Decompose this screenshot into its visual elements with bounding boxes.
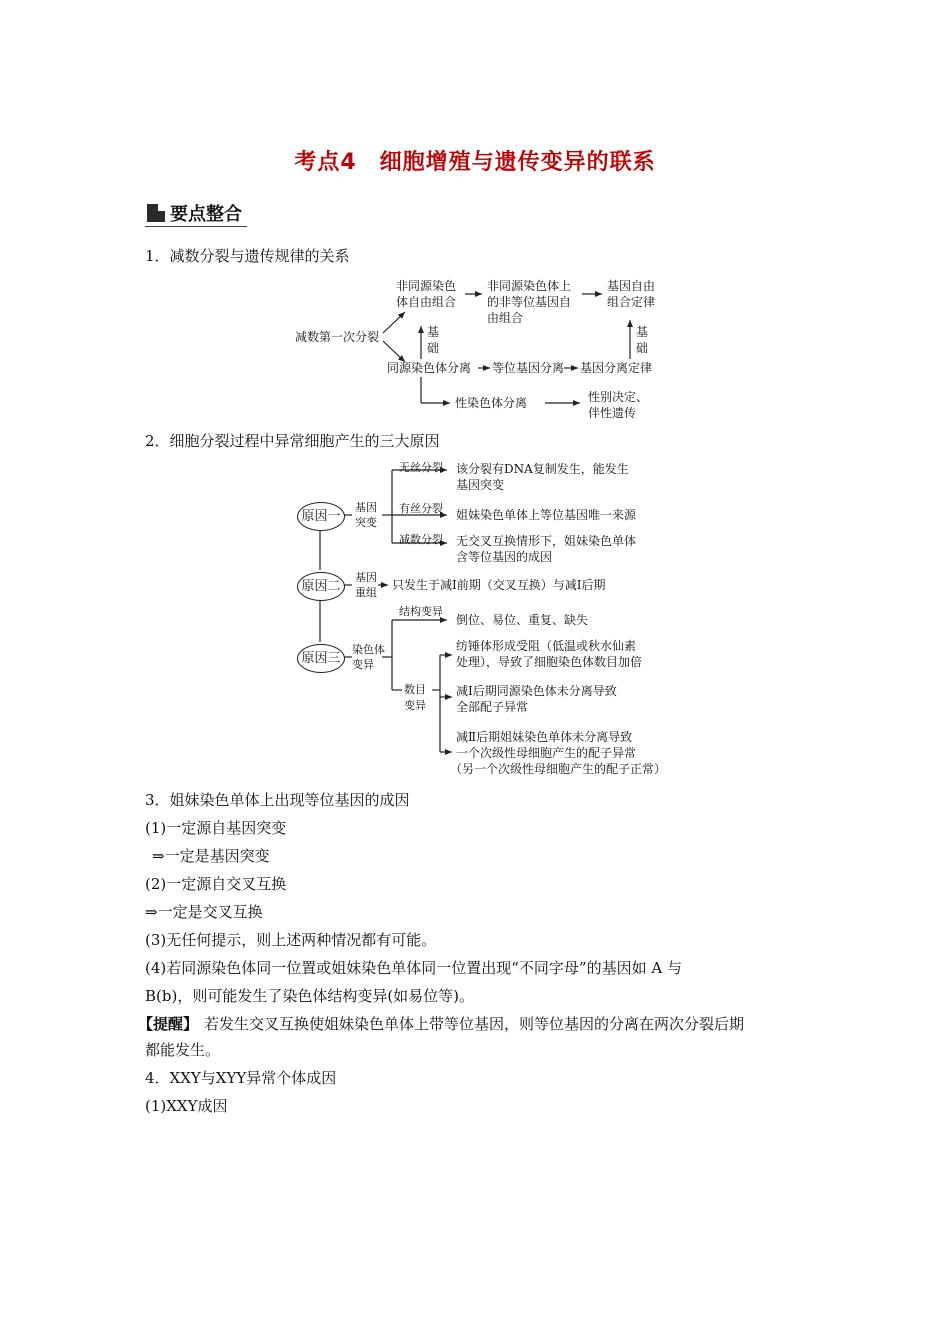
cause-three-circle: 原因三	[297, 644, 345, 673]
c1-branch1-label: 无丝分裂	[399, 461, 443, 474]
diagram1-row2-node2: 等位基因分离	[492, 361, 565, 375]
c3-label-2: 变异	[352, 658, 374, 671]
item3-line-7: B(b)，则可能发生了染色体结构变异(如易位等)。	[145, 987, 475, 1005]
c3-sub2-text-2: 全部配子异常	[456, 700, 529, 714]
diagram1-basis-left-1: 基	[427, 325, 440, 339]
diagram1-node-n2-line3: 由组合	[487, 311, 524, 325]
c2-text: 只发生于减Ⅰ前期（交叉互换）与减Ⅰ后期	[392, 578, 606, 592]
c3-branch1-label: 结构变异	[399, 605, 443, 618]
diagram1-basis-right-2: 础	[636, 341, 649, 355]
diagram1-node-n2-line1: 非同源染色体上	[487, 279, 572, 293]
diagram1-node-n3-line2: 组合定律	[607, 295, 656, 309]
diagram1-row3-node2-line2: 伴性遗传	[588, 406, 637, 420]
diagram1-node-n1-line1: 非同源染色	[396, 279, 457, 293]
c3-sub3-text-3: （另一个次级性母细胞产生的配子正常）	[450, 762, 667, 776]
diagram1-node-n3-line1: 基因自由	[607, 279, 656, 293]
c1-branch1-text-1: 该分裂有DNA复制发生，能发生	[456, 462, 629, 476]
item2-heading: 2．细胞分裂过程中异常细胞产生的三大原因	[145, 432, 440, 450]
c1-branch2-text: 姐妹染色单体上等位基因唯一来源	[456, 508, 637, 522]
diagram1-row3-node1: 性染色体分离	[455, 396, 528, 410]
c3-sub1-text-2: 处理），导致了细胞染色体数目加倍	[456, 655, 643, 669]
diagram1-root: 减数第一次分裂	[295, 330, 380, 344]
tip-text-cont: 都能发生。	[145, 1041, 221, 1059]
c3-sub1-text-1: 纺锤体形成受阻（低温或秋水仙素	[456, 639, 637, 653]
item3-line-3: (2)一定源自交叉互换	[145, 875, 287, 893]
c1-branch2-label: 有丝分裂	[399, 502, 443, 515]
c1-label-1: 基因	[355, 501, 377, 514]
c3-label-1: 染色体	[352, 643, 385, 656]
c3-sub2-text-1: 减Ⅰ后期同源染色体未分离导致	[456, 684, 617, 698]
c1-label-2: 突变	[355, 516, 377, 529]
diagram1-basis-left-2: 础	[427, 341, 440, 355]
item4-sub1: (1)XXY成因	[145, 1097, 228, 1115]
c1-branch3-text-2: 含等位基因的成因	[456, 550, 553, 564]
cause-two-circle: 原因二	[297, 572, 345, 601]
c1-branch1-text-2: 基因突变	[456, 478, 505, 492]
section-title: 要点整合	[170, 204, 242, 225]
tip-text: 若发生交叉互换使姐妹染色单体上带等位基因，则等位基因的分离在两次分裂后期	[204, 1015, 745, 1033]
c3-branch2-label-1: 数目	[404, 683, 426, 696]
diagram1-row3-node2-line1: 性别决定、	[588, 390, 649, 404]
diagram1-row2-node3: 基因分离定律	[580, 361, 653, 375]
cause-one-circle: 原因一	[297, 502, 345, 531]
c1-branch3-text-1: 无交叉互换情形下，姐妹染色单体	[456, 534, 637, 548]
item3-line-6: (4)若同源染色体同一位置或姐妹染色单体同一位置出现“不同字母”的基因如 A 与	[145, 959, 682, 977]
item3-line-1: (1)一定源自基因突变	[145, 819, 287, 837]
diagram1-node-n2-line2: 的非等位基因自	[487, 295, 572, 309]
item3-line-4: ⇒一定是交叉互换	[145, 903, 263, 921]
c3-sub3-text-2: 一个次级性母细胞产生的配子异常	[456, 746, 637, 760]
c1-branch3-label: 减数分裂	[399, 533, 443, 546]
tip-label: 【提醒】	[138, 1015, 199, 1033]
item3-line-2: ⇒一定是基因突变	[152, 847, 270, 865]
diagram1-node-n1-line2: 体自由组合	[396, 295, 457, 309]
item4-heading: 4．XXY与XYY异常个体成因	[145, 1069, 337, 1087]
c3-branch2-label-2: 变异	[404, 699, 426, 712]
c2-label-2: 重组	[355, 586, 377, 599]
diagram1-basis-right-1: 基	[636, 325, 649, 339]
item3-line-5: (3)无任何提示，则上述两种情况都有可能。	[145, 931, 437, 949]
diagram1-row2-node1: 同源染色体分离	[387, 361, 472, 375]
item1-heading: 1．减数分裂与遗传规律的关系	[145, 247, 350, 265]
c2-label-1: 基因	[355, 571, 377, 584]
c3-branch1-text: 倒位、易位、重复、缺失	[456, 613, 589, 627]
page-title: 考点4 细胞增殖与遗传变异的联系	[294, 150, 656, 175]
item3-heading: 3．姐妹染色单体上出现等位基因的成因	[145, 791, 410, 809]
c3-sub3-text-1: 减Ⅱ后期姐妹染色单体未分离导致	[456, 730, 633, 744]
